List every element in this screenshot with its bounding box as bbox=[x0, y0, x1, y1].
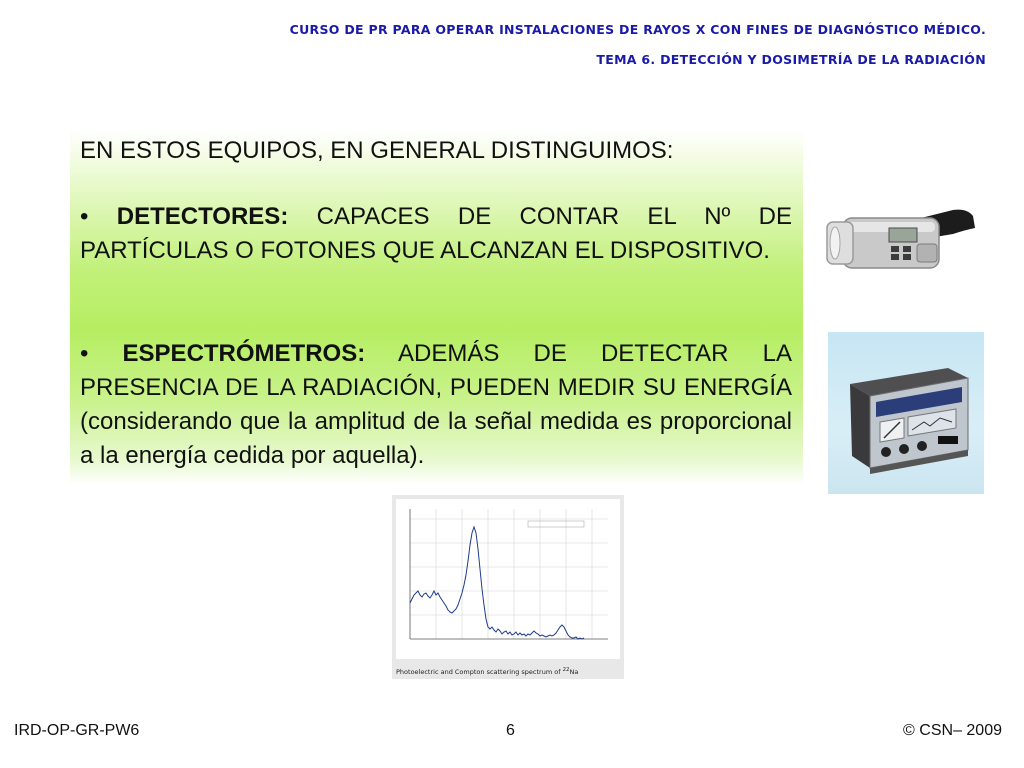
spectrum-caption bbox=[392, 661, 624, 679]
bullet-glyph: • bbox=[80, 203, 89, 230]
caption-text: Photoelectric and Compton scattering spectrum of bbox=[396, 668, 563, 677]
bullet-glyph: • bbox=[80, 340, 89, 367]
gamma-spectrum-figure bbox=[392, 495, 624, 679]
spectrum-plot bbox=[396, 499, 620, 659]
copyright-footer: © CSN– 2009 bbox=[903, 722, 1002, 739]
page-number: 6 bbox=[506, 722, 515, 739]
course-title-header: CURSO DE PR PARA OPERAR INSTALACIONES DE RAYOS X CON FINES DE DIAGNÓSTICO MÉDICO. bbox=[289, 22, 986, 37]
detectores-term: DETECTORES: bbox=[116, 203, 289, 230]
slide-heading: EN ESTOS EQUIPOS, EN GENERAL DISTINGUIMOS: bbox=[80, 137, 674, 164]
spectrometer-image bbox=[828, 332, 984, 494]
bullet-espectrometros bbox=[80, 337, 792, 473]
caption-isotope-mass: 22 bbox=[562, 667, 570, 673]
detectores-description: CAPACES DE CONTAR EL Nº DE PARTÍCULAS O FOTONES QUE ALCANZAN EL DISPOSITIVO. bbox=[80, 203, 792, 264]
spectrum-graph-svg bbox=[396, 499, 620, 659]
caption-isotope: Na bbox=[569, 668, 579, 677]
espectrometros-term: ESPECTRÓMETROS: bbox=[122, 340, 366, 367]
espectrometros-description: ADEMÁS DE DETECTAR LA PRESENCIA DE LA RADIACIÓN, PUEDEN MEDIR SU ENERGÍA (considerando que la amplitud de la señal medida es proporcional a la energía cedida por aquella). bbox=[80, 340, 792, 469]
topic-title-header: TEMA 6. DETECCIÓN Y DOSIMETRÍA DE LA RADIACIÓN bbox=[596, 52, 986, 67]
handheld-detector-image bbox=[825, 196, 985, 286]
bullet-detectores bbox=[80, 200, 792, 268]
course-code-footer: IRD-OP-GR-PW6 bbox=[14, 722, 140, 739]
